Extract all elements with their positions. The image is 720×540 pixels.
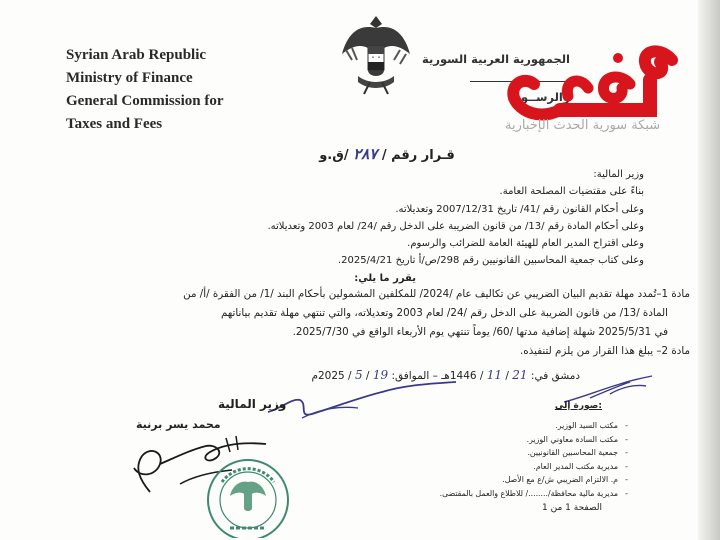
greg-month: 5 xyxy=(354,368,363,382)
cc-item-text: مكتب السيد الوزير. xyxy=(555,421,618,430)
cc-item: -مديرية مكتب المدير العام. xyxy=(533,461,628,471)
letterhead-line: Ministry of Finance xyxy=(66,70,193,86)
arabic-letterhead-line: والرســوم xyxy=(512,90,570,104)
cc-item: -مديرية مالية محافظة/......../ للاطلاع والعمل بالمقتضى. xyxy=(439,488,628,498)
cc-item-text: مكتب السادة معاوني الوزير. xyxy=(526,434,618,444)
article-1-line: المادة /13/ من قانون الضريبة على الدخل رقم /24/ لعام 2003 وتعديلاته، والتي تنتهي مهلة تقديم بياناتهم xyxy=(220,307,668,319)
ministry-stamp-icon xyxy=(200,452,296,538)
articles xyxy=(18,285,690,361)
hijri-month: 11 xyxy=(486,368,503,382)
english-letterhead xyxy=(66,44,223,136)
letterhead-line: Syrian Arab Republic xyxy=(66,47,207,63)
decides-heading: يقرر ما يلي: xyxy=(354,272,416,284)
decision-title xyxy=(262,145,512,163)
cc-item-text: مديرية مالية محافظة/......../ للاطلاع والعمل بالمقتضى. xyxy=(439,488,618,498)
decision-label: قـرار رقم / xyxy=(381,148,455,163)
greeting: وزير المالية: xyxy=(593,169,644,180)
article-1-line: في 2025/5/31 شهلة إضافية مدتها /60/ يوماً تنتهي يوم الأربعاء الواقع في 2025/7/30. xyxy=(292,326,668,338)
article-1-line: مادة 1–تُمدد مهلة تقديم البيان الضريبي عن تكاليف عام /2024/ للمكلفين المشمولين بأحكام البند /1/ من الفقرة /أ/ من xyxy=(183,288,690,300)
cc-title: صورة إلى: xyxy=(554,401,602,411)
greg-rest: / 2025م xyxy=(311,370,352,382)
hijri-day: 21 xyxy=(512,368,528,382)
cc-item: -مكتب السيد الوزير. xyxy=(555,421,628,430)
cc-item: -مكتب السادة معاوني الوزير. xyxy=(526,434,628,444)
news-logo-icon xyxy=(500,40,690,130)
recital: وعلى أحكام القانون رقم /41/ تاريخ 2007/12/31 وتعديلاته. xyxy=(395,203,644,215)
recital: بناءً على مقتضيات المصلحة العامة. xyxy=(499,186,644,198)
cc-item-text: م. الالتزام الضريبي ش/ع مع الأصل. xyxy=(502,475,618,484)
hijri-rest: / 1446هـ – الموافق: xyxy=(391,370,484,382)
recital: وعلى كتاب جمعية المحاسبين القانونيين رقم 298/ص/أ تاريخ 2025/4/21. xyxy=(337,255,644,267)
article-2: مادة 2– يبلغ هذا القرار من يلزم لتنفيذه. xyxy=(520,345,690,357)
recital: وعلى أحكام المادة رقم /13/ من قانون الضريبة على الدخل رقم /24/ لعام 2003 وتعديلاته. xyxy=(267,220,644,232)
date-line: دمشق في: 21 / 11 / 1446هـ – الموافق: 19 / 5 / 2025م xyxy=(311,368,580,382)
letterhead-line: Taxes and Fees xyxy=(66,116,163,132)
cc-item: -م. الالتزام الضريبي ش/ع مع الأصل. xyxy=(502,475,628,484)
page-edge xyxy=(698,0,720,540)
preamble xyxy=(48,166,668,287)
cc-item: -جمعية المحاسبين القانونيين. xyxy=(527,448,628,457)
date-prefix: دمشق في: xyxy=(530,370,580,382)
eagle-emblem-icon xyxy=(338,10,414,102)
cc-list xyxy=(398,419,628,500)
recital: وعلى اقتراح المدير العام للهيئة العامة للضرائب والرسوم. xyxy=(407,238,644,250)
news-logo-caption: شبكة سورية الحدث الإخبارية xyxy=(505,118,661,133)
cc-item-text: جمعية المحاسبين القانونيين. xyxy=(527,448,618,457)
letterhead-line: General Commission for xyxy=(66,93,224,109)
cc-item-text: مديرية مكتب المدير العام. xyxy=(533,461,618,471)
minister-title: وزير المالية xyxy=(218,397,287,411)
arabic-letterhead-line: الجمهورية العربية السورية xyxy=(422,52,570,66)
minister-name: محمد يسر برنية xyxy=(136,418,221,431)
decision-number: ٢٨٧ xyxy=(353,145,378,163)
page-number: الصفحة 1 من 1 xyxy=(542,503,602,513)
greg-day: 19 xyxy=(372,368,389,382)
decision-suffix: /ق.و xyxy=(319,148,349,163)
